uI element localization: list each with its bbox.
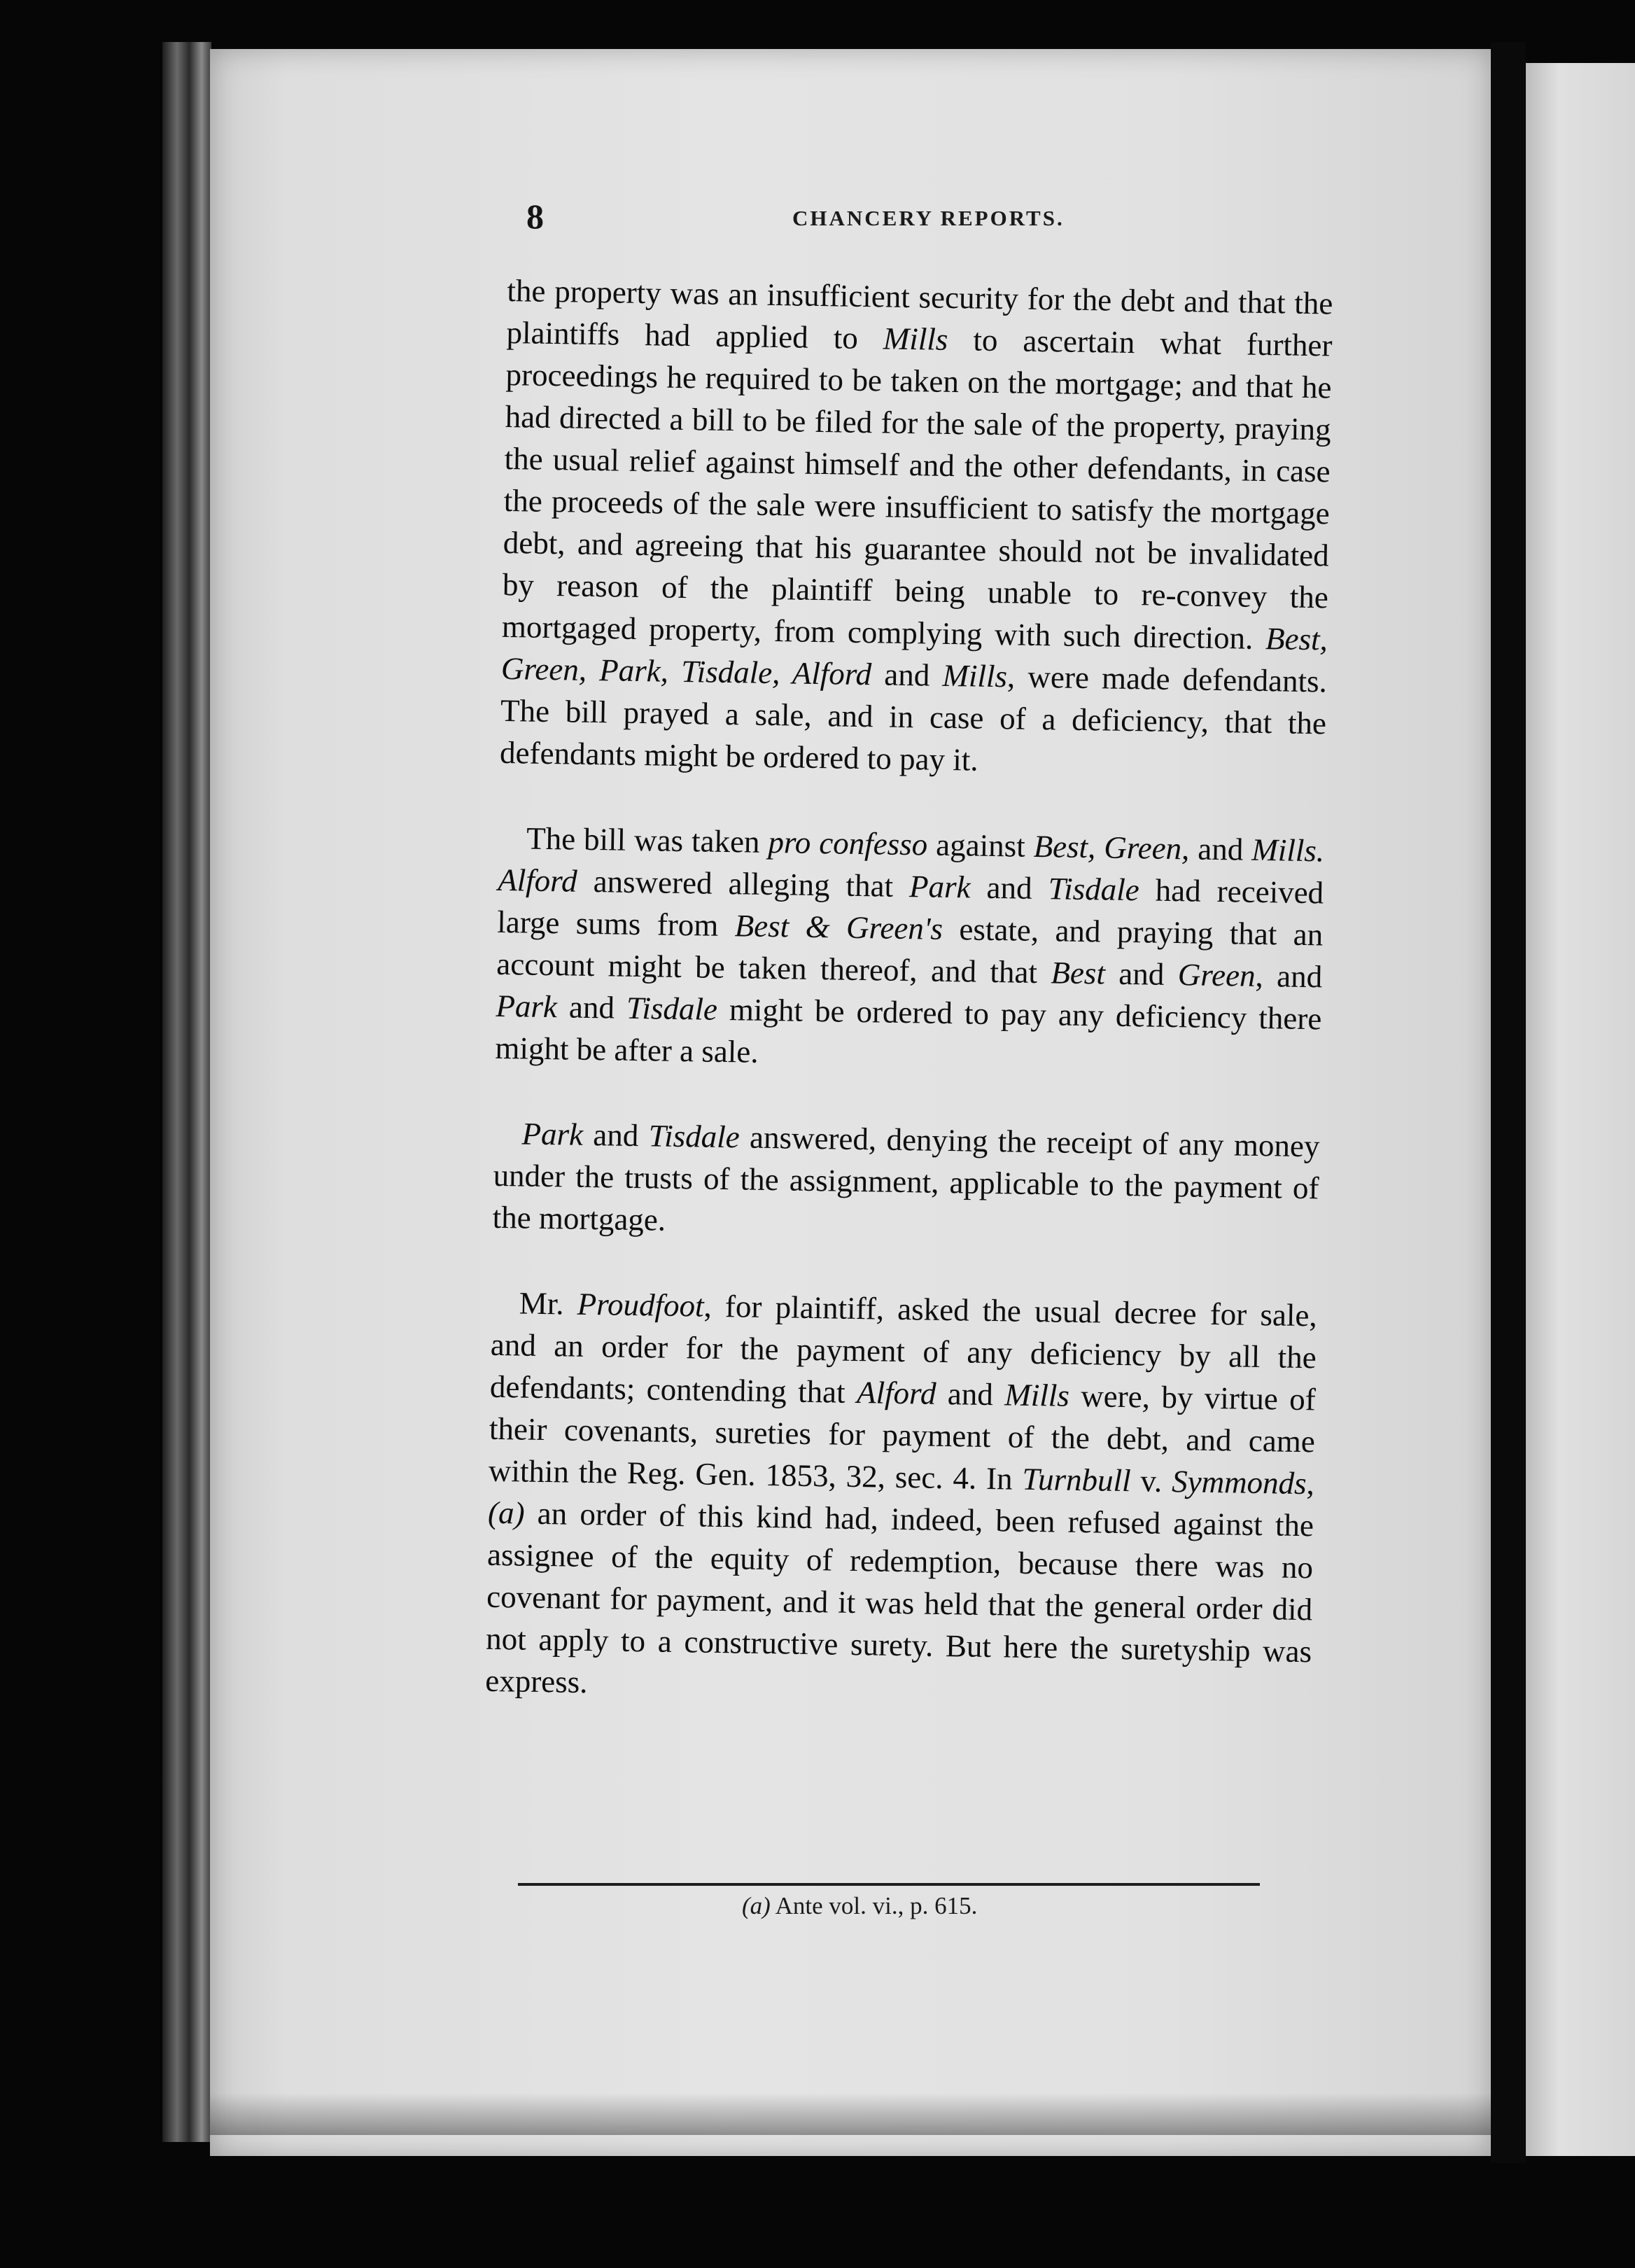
text-run: had received large sums from xyxy=(496,872,1324,944)
footnote xyxy=(742,1892,1232,1920)
binding-gap xyxy=(1491,42,1526,2163)
text-run: , were made defendants. The bill prayed a sale, and in case of a deficiency, that the defendants might be ordered to pay it. xyxy=(499,659,1328,778)
text-run: answered, denying the receipt of any money under the trusts of the assignment, applicable to the payment of the mortgage. xyxy=(492,1119,1320,1238)
page-edge-left xyxy=(162,42,211,2142)
text-run: and xyxy=(936,1376,1005,1413)
italic-name: Mills xyxy=(1004,1377,1070,1413)
italic-name: Best & Green's xyxy=(734,908,943,946)
text-run: Mr. xyxy=(519,1285,578,1322)
text-run: to ascertain what further proceedings he required to be taken on the mortgage; and that he had directed a bill to be filed for the sale of the property, praying the usual relief against himself and the other defendants, in case the proceeds of the sale were insufficient to satisfy the mortgage debt, and agreeing that his guarantee should not be invalidated by reason of the plaintiff being unable to re-convey the mortgaged property, from complying with such direction. xyxy=(501,321,1333,657)
text-run: and xyxy=(1104,955,1179,993)
italic-name: Best xyxy=(1051,955,1106,991)
italic-name: Park xyxy=(908,869,971,905)
italic-name: Turnbull xyxy=(1022,1461,1131,1499)
paragraph-4 xyxy=(485,1282,1317,1714)
footnote-marker: (a) xyxy=(742,1892,771,1919)
italic-name: Best, Green, xyxy=(1033,828,1190,867)
italic-phrase: pro confesso xyxy=(768,824,928,862)
paragraph-3 xyxy=(492,1112,1320,1252)
italic-name: Tisdale xyxy=(648,1118,741,1155)
italic-name: Mills xyxy=(883,321,948,357)
page-number: 8 xyxy=(526,197,544,236)
text-run: The bill was taken xyxy=(526,820,769,860)
text-run: estate, and praying that an account might be taken thereof, and that xyxy=(496,911,1324,990)
footnote-divider xyxy=(518,1883,1260,1886)
text-run: and xyxy=(556,989,627,1026)
italic-name: Alford xyxy=(497,862,578,899)
footnote-reference: (a) xyxy=(487,1494,525,1531)
italic-name: Mills. xyxy=(1251,832,1325,869)
italic-name: Best, Green, Park, Tisdale, Alford xyxy=(500,621,1328,692)
italic-name: Tisdale xyxy=(626,990,718,1027)
text-run: the property was an insufficient security for the debt and that the plaintiffs had applied to xyxy=(506,272,1333,356)
running-title: CHANCERY REPORTS. xyxy=(792,206,1065,230)
text-run: answered alleging that xyxy=(577,863,910,904)
body-text xyxy=(485,270,1333,1714)
text-run: and xyxy=(970,869,1049,906)
adjacent-page-edge xyxy=(1526,63,1635,2156)
text-run: were, by virtue of their covenants, sureties for payment of the debt, and came within the Reg. Gen. 1853, 32, sec. 4. In xyxy=(488,1378,1317,1497)
paragraph-1 xyxy=(500,270,1333,786)
italic-name: Proudfoot xyxy=(577,1286,704,1324)
text-run: , and xyxy=(1255,958,1323,995)
page-bottom-shadow xyxy=(210,2093,1491,2135)
italic-name: Park xyxy=(521,1116,584,1152)
text-run: might be ordered to pay any deficiency there might be after a sale. xyxy=(495,991,1322,1070)
italic-name: Park xyxy=(496,988,558,1025)
italic-name: Mills xyxy=(942,657,1008,694)
text-run: an order of this kind had, indeed, been refused against the assignee of the equity of redemption, because there was no covenant for payment, and it was held that the general order did not apply to a constructive surety. But here the suretyship was express. xyxy=(484,1495,1314,1700)
italic-name: Alford xyxy=(856,1375,936,1411)
italic-name: Tisdale xyxy=(1048,871,1140,908)
text-run: against xyxy=(927,827,1034,864)
footnote-text: Ante vol. vi., p. 615. xyxy=(770,1892,978,1919)
text-run: , for plaintiff, asked the usual decree for sale, and an order for the payment of any deficiency by all the defendants; contending that xyxy=(489,1288,1318,1410)
italic-name: Green xyxy=(1177,957,1256,993)
text-run: , xyxy=(1306,1466,1315,1502)
italic-name: Symmonds xyxy=(1171,1464,1307,1502)
text-run: and xyxy=(1189,831,1252,867)
paragraph-2 xyxy=(495,817,1325,1082)
text-run: v. xyxy=(1130,1463,1172,1499)
text-run: and xyxy=(582,1116,650,1154)
text-run: and xyxy=(871,657,943,693)
running-head xyxy=(526,196,1331,238)
